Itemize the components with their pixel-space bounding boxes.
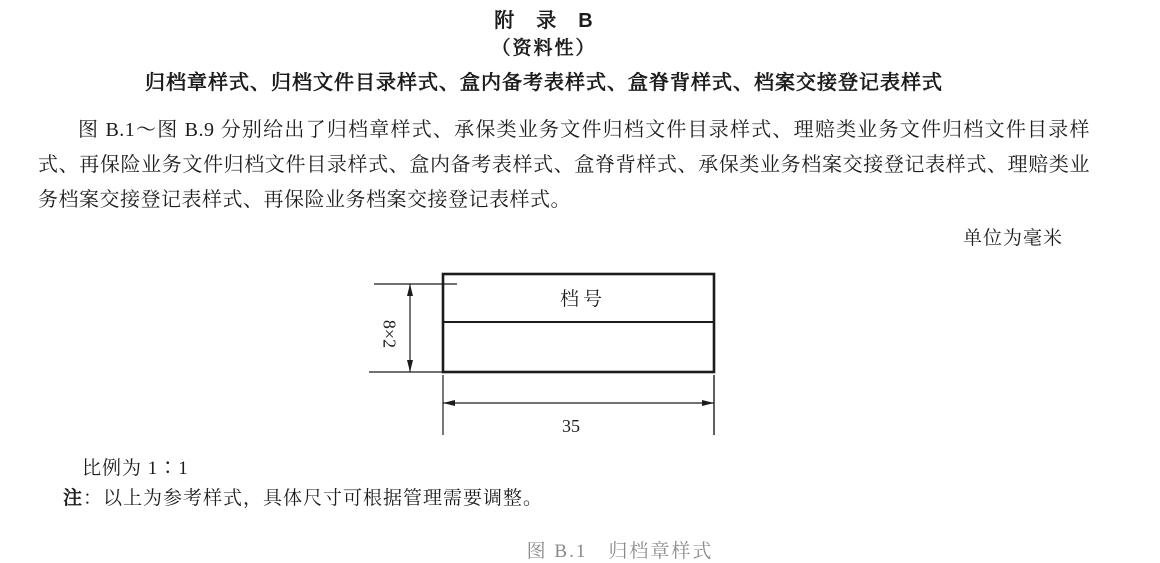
page-title: 附 录 B xyxy=(494,10,594,32)
scale-note: 比例为 1∶1 xyxy=(82,458,189,479)
note-text: ：以上为参考样式，具体尺寸可根据管理需要调整。 xyxy=(83,488,544,509)
height-dim-label: 8×2 xyxy=(379,319,400,349)
cell-label: 档号 xyxy=(559,289,607,310)
body-paragraph: 图 B.1～图 B.9 分别给出了归档章样式、承保类业务文件归档文件目录样式、理赔类业务文件归档文件目录样式、再保险业务文件归档文件目录样式、盒内备考表样式、盒脊背样式、承保类业务档案交接登记表样式、理赔类业务档案交接登记表样式、再保险业务档案交接登记表样式。 xyxy=(38,119,1090,211)
note-line xyxy=(63,483,1063,510)
section-heading: 归档章样式、归档文件目录样式、盒内备考表样式、盒脊背样式、档案交接登记表样式 xyxy=(145,72,943,94)
archive-stamp-diagram xyxy=(355,262,735,447)
note-label: 注 xyxy=(63,488,84,509)
width-dim-label: 35 xyxy=(562,416,580,436)
arrow-up-icon xyxy=(407,284,413,296)
page-subtitle: （资料性） xyxy=(491,38,597,59)
arrow-down-icon xyxy=(407,360,413,372)
figure-caption-clipped: 图 B.1 归档章样式 xyxy=(526,541,714,562)
arrow-right-icon xyxy=(702,400,714,406)
arrow-left-icon xyxy=(443,400,455,406)
figure-archive-stamp xyxy=(355,262,735,447)
unit-note: 单位为毫米 xyxy=(962,228,1063,249)
